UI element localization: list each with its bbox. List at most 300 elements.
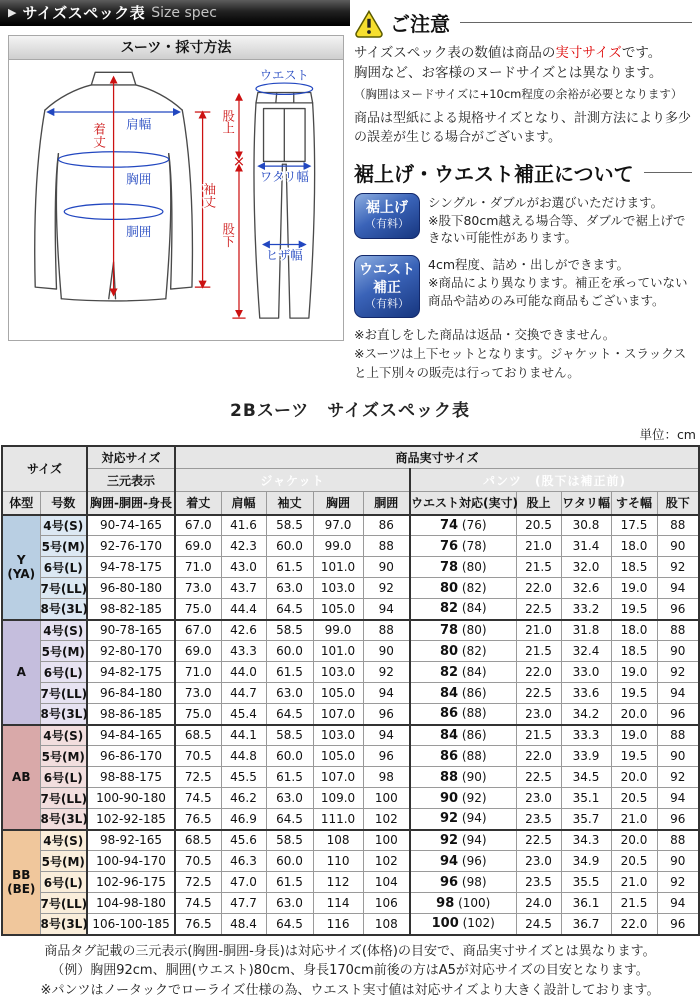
jacket-measure-cell: 43.7 — [221, 578, 266, 599]
jacket-measure-cell: 46.3 — [221, 851, 266, 872]
waist-size-cell: 100 (102) — [410, 914, 516, 935]
waist-size-cell: 98 (100) — [410, 893, 516, 914]
waist-size-cell: 74 (76) — [410, 515, 516, 536]
jacket-diagram — [12, 64, 220, 340]
jacket-measure-cell: 94 — [363, 683, 410, 704]
col-header: 胴囲 — [363, 492, 410, 515]
pants-measure-cell: 34.3 — [561, 830, 611, 851]
waist-size-cell: 94 (96) — [410, 851, 516, 872]
pants-measure-cell: 90 — [657, 641, 699, 662]
jacket-measure-cell: 68.5 — [175, 725, 221, 746]
pants-measure-cell: 88 — [657, 515, 699, 536]
table-row — [2, 788, 699, 809]
table-row — [2, 914, 699, 935]
jacket-measure-cell: 76.5 — [175, 809, 221, 830]
jacket-measure-cell: 92 — [363, 662, 410, 683]
jacket-measure-cell: 88 — [363, 620, 410, 641]
jacket-measure-cell: 63.0 — [266, 893, 313, 914]
jacket-measure-cell: 46.2 — [221, 788, 266, 809]
jacket-measure-cell: 44.7 — [221, 683, 266, 704]
three-element-cell: 90-78-165 — [87, 620, 175, 641]
jacket-measure-cell: 44.1 — [221, 725, 266, 746]
waist-size-cell: 82 (84) — [410, 599, 516, 620]
jacket-measure-cell: 45.4 — [221, 704, 266, 725]
three-element-cell: 92-76-170 — [87, 536, 175, 557]
jacket-measure-cell: 73.0 — [175, 578, 221, 599]
jacket-measure-cell: 70.5 — [175, 746, 221, 767]
three-element-cell: 96-84-180 — [87, 683, 175, 704]
hemming-badge: 裾上げ （有料） — [354, 193, 420, 239]
pants-measure-cell: 96 — [657, 599, 699, 620]
pants-measure-cell: 18.0 — [611, 620, 657, 641]
table-row — [2, 620, 699, 641]
waist-size-cell: 90 (92) — [410, 788, 516, 809]
jacket-measure-cell: 67.0 — [175, 515, 221, 536]
three-element-cell: 94-82-175 — [87, 662, 175, 683]
jacket-measure-cell: 61.5 — [266, 767, 313, 788]
jacket-measure-cell: 97.0 — [313, 515, 363, 536]
three-element-cell: 100-90-180 — [87, 788, 175, 809]
table-row — [2, 578, 699, 599]
pants-inseam-label: 股下 — [220, 222, 235, 248]
three-element-cell: 100-94-170 — [87, 851, 175, 872]
jacket-measure-cell: 90 — [363, 641, 410, 662]
jacket-measure-cell: 64.5 — [266, 914, 313, 935]
jacket-measure-cell: 72.5 — [175, 872, 221, 893]
jacket-measure-cell: 96 — [363, 746, 410, 767]
pants-measure-cell: 21.5 — [611, 893, 657, 914]
jacket-measure-cell: 99.0 — [313, 536, 363, 557]
size-number-cell: 5号(M) — [40, 641, 87, 662]
pants-measure-cell: 94 — [657, 788, 699, 809]
alteration-note2: ※スーツは上下セットとなります。ジャケット・スラックスと上下別々の販売は行っておりません。 — [354, 346, 687, 380]
pants-measure-cell: 94 — [657, 893, 699, 914]
table-row — [2, 767, 699, 788]
page-subtitle: Size spec — [151, 4, 217, 21]
table-row — [2, 557, 699, 578]
spec-table — [1, 445, 700, 936]
jacket-measure-cell: 71.0 — [175, 662, 221, 683]
jacket-measure-cell: 112 — [313, 872, 363, 893]
table-row — [2, 536, 699, 557]
spec-table-body — [2, 515, 699, 935]
jacket-measure-cell: 48.4 — [221, 914, 266, 935]
pants-measure-cell: 35.1 — [561, 788, 611, 809]
jacket-measure-cell: 74.5 — [175, 893, 221, 914]
jacket-measure-cell: 90 — [363, 557, 410, 578]
waist-size-cell: 76 (78) — [410, 536, 516, 557]
jacket-measure-cell: 41.6 — [221, 515, 266, 536]
size-number-cell: 5号(M) — [40, 536, 87, 557]
jacket-measure-cell: 46.9 — [221, 809, 266, 830]
pants-measure-cell: 32.4 — [561, 641, 611, 662]
jacket-measure-cell: 64.5 — [266, 599, 313, 620]
pants-measure-cell: 21.0 — [611, 872, 657, 893]
caution-line1: サイズスペック表の数値は商品の実寸サイズです。 — [354, 45, 662, 61]
three-element-cell: 92-80-170 — [87, 641, 175, 662]
page-title: サイズスペック表 — [22, 4, 146, 22]
caution-section — [354, 8, 692, 148]
pants-measure-cell: 35.7 — [561, 809, 611, 830]
pants-measure-cell: 32.6 — [561, 578, 611, 599]
jacket-measure-cell: 107.0 — [313, 767, 363, 788]
jacket-measure-cell: 96 — [363, 704, 410, 725]
pants-measure-cell: 96 — [657, 704, 699, 725]
jacket-measure-cell: 61.5 — [266, 662, 313, 683]
pants-measure-cell: 88 — [657, 725, 699, 746]
three-element-cell: 98-88-175 — [87, 767, 175, 788]
table-row — [2, 809, 699, 830]
table-row — [2, 746, 699, 767]
three-element-cell: 106-100-185 — [87, 914, 175, 935]
jacket-measure-cell: 72.5 — [175, 767, 221, 788]
size-number-cell: 5号(M) — [40, 746, 87, 767]
jacket-measure-cell: 106 — [363, 893, 410, 914]
jacket-measure-cell: 69.0 — [175, 641, 221, 662]
pants-measure-cell: 21.0 — [516, 620, 561, 641]
pants-rise-label: 股上 — [220, 109, 235, 135]
pants-measure-cell: 17.5 — [611, 515, 657, 536]
pants-knee-label: ヒザ幅 — [265, 248, 303, 263]
pants-measure-cell: 22.0 — [516, 746, 561, 767]
pants-measure-cell: 36.7 — [561, 914, 611, 935]
jacket-measure-cell: 63.0 — [266, 683, 313, 704]
pants-measure-cell: 92 — [657, 872, 699, 893]
alteration-notes — [354, 326, 692, 382]
jacket-measure-cell: 108 — [313, 830, 363, 851]
jacket-shoulder-label: 肩幅 — [126, 116, 152, 132]
pants-measure-cell: 21.5 — [516, 641, 561, 662]
pants-measure-cell: 22.5 — [516, 767, 561, 788]
jacket-measure-cell: 45.5 — [221, 767, 266, 788]
pants-measure-cell: 19.5 — [611, 599, 657, 620]
jacket-measure-cell: 71.0 — [175, 557, 221, 578]
table-row — [2, 662, 699, 683]
jacket-measure-cell: 98 — [363, 767, 410, 788]
jacket-measure-cell: 75.0 — [175, 599, 221, 620]
jacket-measure-cell: 103.0 — [313, 725, 363, 746]
unit-label: 単位：cm — [639, 426, 696, 442]
col-header: 号数 — [40, 492, 87, 515]
jacket-measure-cell: 101.0 — [313, 641, 363, 662]
hemming-row — [354, 193, 692, 247]
jacket-measure-cell: 105.0 — [313, 683, 363, 704]
caution-line2: 胸囲など、お客様のヌードサイズとは異なります。 — [354, 65, 663, 82]
caution-line3: （胸囲はヌードサイズに+10cm程度の余裕が必要となります） — [354, 86, 683, 101]
jacket-measure-cell: 60.0 — [266, 746, 313, 767]
table-row — [2, 872, 699, 893]
jacket-measure-cell: 42.3 — [221, 536, 266, 557]
pants-measure-cell: 34.2 — [561, 704, 611, 725]
size-number-cell: 7号(LL) — [40, 683, 87, 704]
pants-outline — [254, 92, 315, 318]
jacket-measure-cell: 61.5 — [266, 872, 313, 893]
jacket-waist-label: 胴囲 — [126, 223, 152, 239]
size-number-cell: 4号(S) — [40, 620, 87, 641]
jacket-measure-cell: 111.0 — [313, 809, 363, 830]
pants-measure-cell: 22.0 — [516, 578, 561, 599]
table-row — [2, 683, 699, 704]
col-header: 胸囲 — [313, 492, 363, 515]
header-row-2 — [2, 469, 699, 492]
title-rule — [644, 172, 692, 173]
jacket-measure-cell: 108 — [363, 914, 410, 935]
waist-size-cell: 80 (82) — [410, 641, 516, 662]
jacket-measure-cell: 110 — [313, 851, 363, 872]
three-element-cell: 102-92-185 — [87, 809, 175, 830]
pants-measure-cell: 23.5 — [516, 809, 561, 830]
waist-size-cell: 78 (80) — [410, 620, 516, 641]
jacket-measure-cell: 74.5 — [175, 788, 221, 809]
jacket-measure-cell: 101.0 — [313, 557, 363, 578]
pants-measure-cell: 34.9 — [561, 851, 611, 872]
jacket-measure-cell: 102 — [363, 851, 410, 872]
jacket-measure-cell: 103.0 — [313, 578, 363, 599]
jacket-measure-cell: 44.4 — [221, 599, 266, 620]
alteration-title-row — [354, 158, 692, 187]
col-header: 胸囲-胴囲-身長 — [87, 492, 175, 515]
jacket-measure-cell: 43.0 — [221, 557, 266, 578]
pants-measure-cell: 18.0 — [611, 536, 657, 557]
table-row — [2, 893, 699, 914]
pants-measure-cell: 21.0 — [611, 809, 657, 830]
waist-adjust-row — [354, 255, 692, 318]
nominal-size-header: 対応サイズ — [87, 446, 175, 469]
pants-measure-cell: 92 — [657, 662, 699, 683]
table-row — [2, 599, 699, 620]
table-row — [2, 515, 699, 536]
waist-adjust-text: 4cm程度、詰め・出しができます。 ※商品により異なります。補正を承っていない商品や詰めのみ可能な商品もございます。 — [428, 257, 688, 308]
pants-measure-cell: 23.0 — [516, 851, 561, 872]
footnote-line: （例）胸囲92cm、胴囲(ウエスト)80cm、身長170cm前後の方はA5が対応サイズの目安となります。 — [51, 963, 649, 979]
jacket-measure-cell: 58.5 — [266, 620, 313, 641]
col-header: 股下 — [657, 492, 699, 515]
jacket-measure-cell: 88 — [363, 536, 410, 557]
section-header-bar — [0, 0, 350, 26]
alteration-title: 裾上げ・ウエスト補正について — [354, 161, 634, 186]
size-number-cell: 4号(S) — [40, 830, 87, 851]
pants-measure-cell: 20.5 — [611, 788, 657, 809]
col-header: ワタリ幅 — [561, 492, 611, 515]
warning-icon — [354, 9, 384, 37]
jacket-measure-cell: 63.0 — [266, 578, 313, 599]
three-element-cell: 98-92-165 — [87, 830, 175, 851]
pants-measure-cell: 33.9 — [561, 746, 611, 767]
jacket-measure-cell: 99.0 — [313, 620, 363, 641]
jacket-measure-cell: 92 — [363, 578, 410, 599]
jacket-measure-cell: 75.0 — [175, 704, 221, 725]
body-type-cell: BB (BE) — [2, 830, 40, 935]
pants-measure-cell: 20.5 — [516, 515, 561, 536]
size-number-cell: 4号(S) — [40, 725, 87, 746]
pants-measure-cell: 19.0 — [611, 725, 657, 746]
col-header: 股上 — [516, 492, 561, 515]
pants-measure-cell: 92 — [657, 557, 699, 578]
jacket-header: ジャケット — [175, 469, 410, 492]
footnote-line: 商品タグ記載の三元表示(胸囲-胴囲-身長)は対応サイズ(体格)の目安で、商品実寸サイズとは異なります。 — [44, 943, 656, 959]
pants-measure-cell: 19.0 — [611, 578, 657, 599]
pants-measure-cell: 32.0 — [561, 557, 611, 578]
size-number-cell: 4号(S) — [40, 515, 87, 536]
caution-line4: 商品は型紙による規格サイズとなり、計測方法により多少の誤差が生じる場合がございます。 — [354, 110, 691, 146]
jacket-measure-cell: 68.5 — [175, 830, 221, 851]
jacket-measure-cell: 94 — [363, 725, 410, 746]
header-row-1 — [2, 446, 699, 469]
pants-measure-cell: 88 — [657, 830, 699, 851]
jacket-measure-cell: 94 — [363, 599, 410, 620]
size-number-cell: 8号(3L) — [40, 809, 87, 830]
pants-measure-cell: 90 — [657, 746, 699, 767]
col-header: 体型 — [2, 492, 40, 515]
jacket-measure-cell: 76.5 — [175, 914, 221, 935]
pants-header: パンツ (股下は補正前) — [410, 469, 699, 492]
body-type-cell: A — [2, 620, 40, 725]
hemming-text: シングル・ダブルがお選びいただけます。 ※股下80cm越える場合等、ダブルで裾上げできない可能性があります。 — [428, 194, 686, 246]
triangle-bullet-icon: ▶ — [8, 6, 17, 19]
caution-title-row — [354, 8, 692, 37]
col-header: すそ幅 — [611, 492, 657, 515]
spec-table-title: 2Bスーツ サイズスペック表 — [230, 400, 470, 421]
size-number-cell: 8号(3L) — [40, 599, 87, 620]
alteration-note1: ※お直しをした商品は返品・交換できません。 — [354, 327, 616, 343]
size-number-cell: 6号(L) — [40, 872, 87, 893]
pants-measure-cell: 22.0 — [516, 662, 561, 683]
size-number-cell: 7号(LL) — [40, 788, 87, 809]
pants-measure-cell: 94 — [657, 683, 699, 704]
jacket-measure-cell: 114 — [313, 893, 363, 914]
pants-measure-cell: 96 — [657, 914, 699, 935]
table-row — [2, 851, 699, 872]
pants-measure-cell: 33.0 — [561, 662, 611, 683]
jacket-measure-cell: 58.5 — [266, 725, 313, 746]
jacket-measure-cell: 47.7 — [221, 893, 266, 914]
pants-measure-marks — [232, 83, 312, 318]
pants-measure-cell: 36.1 — [561, 893, 611, 914]
pants-measure-cell: 96 — [657, 809, 699, 830]
pants-measure-cell: 23.5 — [516, 872, 561, 893]
jacket-measure-cell: 64.5 — [266, 704, 313, 725]
jacket-measure-cell: 61.5 — [266, 557, 313, 578]
jacket-measure-cell: 63.0 — [266, 788, 313, 809]
pants-measure-cell: 35.5 — [561, 872, 611, 893]
jacket-measure-cell: 69.0 — [175, 536, 221, 557]
three-element-cell: 94-84-165 — [87, 725, 175, 746]
pants-measure-cell: 92 — [657, 767, 699, 788]
jacket-measure-cell: 86 — [363, 515, 410, 536]
col-header: 肩幅 — [221, 492, 266, 515]
jacket-measure-cell: 60.0 — [266, 536, 313, 557]
pants-measure-cell: 23.0 — [516, 704, 561, 725]
measurement-panel — [8, 35, 344, 341]
waist-size-cell: 84 (86) — [410, 683, 516, 704]
waist-size-cell: 92 (94) — [410, 809, 516, 830]
three-element-cell: 96-86-170 — [87, 746, 175, 767]
three-element-header: 三元表示 — [87, 469, 175, 492]
waist-size-cell: 82 (84) — [410, 662, 516, 683]
size-number-cell: 7号(LL) — [40, 893, 87, 914]
jacket-measure-cell: 109.0 — [313, 788, 363, 809]
jacket-measure-cell: 105.0 — [313, 599, 363, 620]
size-header: サイズ — [2, 446, 87, 492]
jacket-measure-cell: 58.5 — [266, 830, 313, 851]
measurement-panel-title: スーツ・採寸方法 — [9, 36, 343, 60]
pants-measure-cell: 22.0 — [611, 914, 657, 935]
waist-adjust-badge: ウエスト 補正 （有料） — [354, 255, 420, 318]
pants-measure-cell: 21.5 — [516, 557, 561, 578]
table-row — [2, 641, 699, 662]
three-element-cell: 94-78-175 — [87, 557, 175, 578]
jacket-measure-cell: 103.0 — [313, 662, 363, 683]
jacket-measure-cell: 102 — [363, 809, 410, 830]
pants-measure-cell: 22.5 — [516, 599, 561, 620]
pants-measure-cell: 21.0 — [516, 536, 561, 557]
pants-measure-cell: 24.0 — [516, 893, 561, 914]
pants-diagram — [222, 64, 340, 340]
three-element-cell: 102-96-175 — [87, 872, 175, 893]
jacket-measure-cell: 105.0 — [313, 746, 363, 767]
three-element-cell: 104-98-180 — [87, 893, 175, 914]
jacket-sleeve-label: 袖丈 — [201, 182, 217, 208]
title-rule — [460, 22, 692, 23]
pants-measure-cell: 18.5 — [611, 557, 657, 578]
jacket-measure-cell: 58.5 — [266, 515, 313, 536]
pants-measure-cell: 94 — [657, 578, 699, 599]
pants-measure-cell: 22.5 — [516, 830, 561, 851]
pants-measure-cell: 33.3 — [561, 725, 611, 746]
pants-measure-cell: 33.2 — [561, 599, 611, 620]
col-header: 着丈 — [175, 492, 221, 515]
pants-measure-cell: 33.6 — [561, 683, 611, 704]
table-row — [2, 704, 699, 725]
col-header: ウエスト対応(実寸) — [410, 492, 516, 515]
three-element-cell: 98-86-185 — [87, 704, 175, 725]
jacket-measure-cell: 107.0 — [313, 704, 363, 725]
caution-title: ご注意 — [390, 12, 450, 36]
waist-size-cell: 86 (88) — [410, 746, 516, 767]
waist-size-cell: 96 (98) — [410, 872, 516, 893]
alteration-section — [354, 158, 692, 383]
pants-thigh-label: ワタリ幅 — [259, 170, 309, 185]
body-type-cell: Y (YA) — [2, 515, 40, 620]
waist-size-cell: 78 (80) — [410, 557, 516, 578]
pants-measure-cell: 24.5 — [516, 914, 561, 935]
pants-measure-cell: 34.5 — [561, 767, 611, 788]
jacket-chest-label: 胸囲 — [126, 171, 152, 187]
three-element-cell: 96-80-180 — [87, 578, 175, 599]
jacket-measure-cell: 43.3 — [221, 641, 266, 662]
waist-size-cell: 88 (90) — [410, 767, 516, 788]
pants-measure-cell: 90 — [657, 851, 699, 872]
footnote-line: ※パンツはノータックでローライズ仕様の為、ウエスト実寸値は対応サイズより大きく設計しております。 — [40, 982, 660, 998]
jacket-measure-cell: 116 — [313, 914, 363, 935]
size-number-cell: 7号(LL) — [40, 578, 87, 599]
pants-waist-label: ウエスト — [259, 68, 309, 83]
table-row — [2, 830, 699, 851]
pants-measure-cell: 23.0 — [516, 788, 561, 809]
jacket-measure-cell: 42.6 — [221, 620, 266, 641]
jacket-length-label: 着丈 — [91, 122, 107, 148]
pants-measure-cell: 21.5 — [516, 725, 561, 746]
jacket-measure-cell: 67.0 — [175, 620, 221, 641]
pants-measure-cell: 19.5 — [611, 683, 657, 704]
pants-measure-cell: 30.8 — [561, 515, 611, 536]
jacket-measure-cell: 45.6 — [221, 830, 266, 851]
jacket-measure-cell: 70.5 — [175, 851, 221, 872]
size-number-cell: 6号(L) — [40, 767, 87, 788]
waist-size-cell: 92 (94) — [410, 830, 516, 851]
size-number-cell: 6号(L) — [40, 557, 87, 578]
jacket-measure-cell: 104 — [363, 872, 410, 893]
